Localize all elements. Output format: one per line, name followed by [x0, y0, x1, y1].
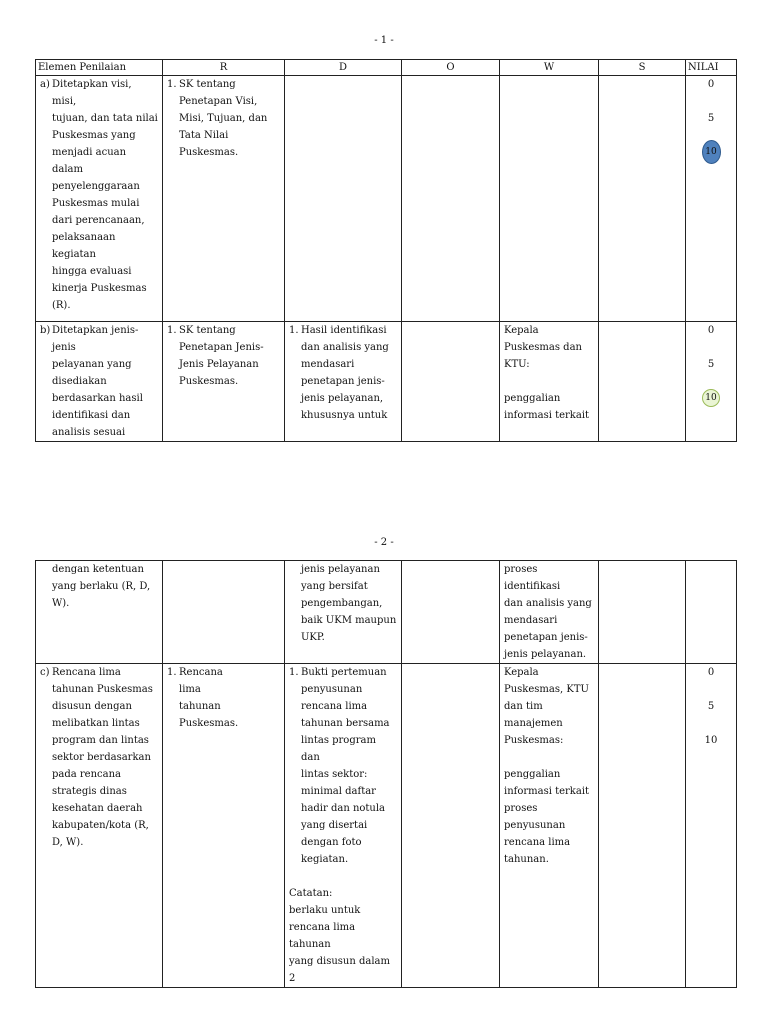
score-10-highlighted: 10: [702, 389, 720, 407]
cell-o-b: [402, 322, 500, 442]
score-0: 0: [707, 667, 715, 678]
text-line: Kepala: [504, 667, 539, 678]
header-w: W: [500, 60, 599, 76]
cell-d-a: [285, 76, 402, 322]
text-line: disusun dengan: [52, 701, 132, 712]
text-line: Bukti pertemuan: [301, 667, 387, 678]
text-line: analisis sesuai: [52, 427, 126, 438]
text-line: Puskesmas:: [504, 735, 564, 746]
score-5: 5: [707, 113, 715, 124]
text-line: Jenis Pelayanan: [179, 359, 259, 370]
cell-w-a: [500, 76, 599, 322]
text-line: Penetapan Jenis-: [179, 342, 264, 353]
cell-s-b-cont: [599, 561, 686, 664]
text-line: khususnya untuk: [301, 410, 388, 421]
text-line: Puskesmas dan: [504, 342, 582, 353]
table-row-b-continued: [36, 561, 737, 664]
text-line: (R).: [52, 300, 71, 311]
text-line: proses identifikasi: [504, 564, 561, 592]
item-marker: 1.: [167, 79, 177, 90]
text-line: KTU:: [504, 359, 530, 370]
score-10-selected: 10: [702, 140, 721, 164]
table-row-b: [36, 322, 737, 442]
cell-o-c: [402, 664, 500, 988]
text-line: jenis pelayanan.: [504, 649, 587, 660]
item-marker: c): [40, 667, 50, 678]
cell-w-b-cont: [500, 561, 599, 664]
text-line: Puskesmas mulai: [52, 198, 140, 209]
cell-elemen-b: [36, 322, 163, 442]
note-line: yang disusun dalam 2: [289, 956, 391, 984]
text-line: Hasil identifikasi: [301, 325, 387, 336]
text-line: SK tentang: [179, 325, 236, 336]
item-marker: b): [40, 325, 51, 336]
cell-o-b-cont: [402, 561, 500, 664]
score-10: 10: [704, 735, 718, 746]
text-line: lintas program dan: [301, 735, 376, 763]
text-line: yang berlaku (R, D,: [52, 581, 151, 592]
cell-nilai-b-cont: [686, 561, 737, 664]
page-number: - 2 -: [374, 537, 394, 548]
score-0: 0: [707, 79, 715, 90]
text-line: Puskesmas.: [179, 718, 239, 729]
assessment-table-page-1: [35, 59, 737, 442]
text-line: disediakan: [52, 376, 107, 387]
text-line: pada rencana: [52, 769, 122, 780]
cell-s-a: [599, 76, 686, 322]
score-5: 5: [707, 701, 715, 712]
item-marker: 1.: [289, 325, 299, 336]
text-line: lima: [179, 684, 201, 695]
text-line: kesehatan daerah: [52, 803, 143, 814]
cell-o-a: [402, 76, 500, 322]
text-line: penyelenggaraan: [52, 181, 140, 192]
text-line: program dan lintas: [52, 735, 149, 746]
text-line: dari perencanaan,: [52, 215, 145, 226]
text-line: mendasari: [504, 615, 558, 626]
text-line: penetapan jenis-: [504, 632, 588, 643]
text-line: melibatkan lintas: [52, 718, 140, 729]
note-label: Catatan:: [289, 888, 333, 899]
text-line: Puskesmas.: [179, 147, 239, 158]
text-line: lintas sektor:: [301, 769, 368, 780]
text-line: strategis dinas: [52, 786, 127, 797]
text-line: Puskesmas.: [179, 376, 239, 387]
text-line: sektor berdasarkan: [52, 752, 151, 763]
text-line: proses: [504, 803, 538, 814]
text-line: hadir dan notula: [301, 803, 386, 814]
cell-nilai-a: [686, 76, 737, 322]
item-marker: 1.: [167, 325, 177, 336]
text-line: penyusunan: [301, 684, 363, 695]
text-line: dan analisis yang: [301, 342, 389, 353]
text-line-empty: [504, 373, 594, 390]
cell-s-c: [599, 664, 686, 988]
header-d: D: [285, 60, 402, 76]
cell-r-c: [163, 664, 285, 988]
text-line: penggalian: [504, 769, 561, 780]
item-marker: 1.: [289, 667, 299, 678]
score-5: 5: [707, 359, 715, 370]
text-line: informasi terkait: [504, 786, 590, 797]
note-line: berlaku untuk: [289, 905, 361, 916]
text-line: informasi terkait: [504, 410, 590, 421]
text-line: tahunan.: [504, 854, 549, 865]
header-o: O: [402, 60, 500, 76]
item-marker: a): [40, 79, 50, 90]
table-header-row: [36, 60, 737, 76]
text-line: yang disertai: [301, 820, 368, 831]
cell-r-b-cont: [163, 561, 285, 664]
cell-s-b: [599, 322, 686, 442]
text-line: berdasarkan hasil: [52, 393, 143, 404]
header-nilai: NILAI: [686, 60, 737, 76]
text-line: Kepala: [504, 325, 539, 336]
table-row-a: [36, 76, 737, 322]
text-line: UKP.: [301, 632, 325, 643]
text-line: Puskesmas, KTU: [504, 684, 589, 695]
note-line: rencana lima tahunan: [289, 922, 356, 950]
text-line: penggalian: [504, 393, 561, 404]
text-line: kegiatan.: [301, 854, 349, 865]
cell-nilai-c: [686, 664, 737, 988]
cell-w-c: [500, 664, 599, 988]
text-line: manajemen: [504, 718, 563, 729]
text-line: Misi, Tujuan, dan: [179, 113, 268, 124]
text-line: jenis pelayanan: [301, 564, 380, 575]
text-line: dengan foto: [301, 837, 362, 848]
cell-elemen-b-cont: [36, 561, 163, 664]
text-line: minimal daftar: [301, 786, 376, 797]
text-line: jenis pelayanan,: [301, 393, 384, 404]
cell-r-b: [163, 322, 285, 442]
cell-elemen-c: [36, 664, 163, 988]
text-line: kabupaten/kota (R,: [52, 820, 149, 831]
cell-elemen-a: [36, 76, 163, 322]
text-line: tahunan: [179, 701, 221, 712]
text-line: Rencana: [179, 667, 223, 678]
cell-nilai-b: [686, 322, 737, 442]
header-s: S: [599, 60, 686, 76]
text-line: D, W).: [52, 837, 84, 848]
text-line: pelayanan yang: [52, 359, 132, 370]
spacer: [289, 868, 397, 885]
text-line: pengembangan,: [301, 598, 383, 609]
text-line-empty: [504, 749, 594, 766]
text-line: Rencana lima: [52, 667, 121, 678]
text-line: Ditetapkan jenis-jenis: [52, 325, 139, 353]
page-number: - 1 -: [374, 35, 394, 46]
cell-r-a: [163, 76, 285, 322]
header-r: R: [163, 60, 285, 76]
text-line: Tata Nilai: [179, 130, 229, 141]
cell-d-b-cont: [285, 561, 402, 664]
text-line: dengan ketentuan: [52, 564, 144, 575]
text-line: dan analisis yang: [504, 598, 592, 609]
text-line: penetapan jenis-: [301, 376, 385, 387]
cell-w-b: [500, 322, 599, 442]
text-line: baik UKM maupun: [301, 615, 397, 626]
header-elemen: Elemen Penilaian: [36, 60, 163, 76]
text-line: W).: [52, 598, 70, 609]
text-line: tahunan bersama: [301, 718, 390, 729]
text-line: SK tentang: [179, 79, 236, 90]
cell-d-c: [285, 664, 402, 988]
assessment-table-page-2: [35, 560, 737, 988]
text-line: kinerja Puskesmas: [52, 283, 147, 294]
text-line: rencana lima: [504, 837, 571, 848]
text-line: hingga evaluasi: [52, 266, 132, 277]
text-line: yang bersifat: [301, 581, 368, 592]
text-line: Penetapan Visi,: [179, 96, 258, 107]
cell-d-b: [285, 322, 402, 442]
text-line: identifikasi dan: [52, 410, 131, 421]
item-marker: 1.: [167, 667, 177, 678]
text-line: Puskesmas yang: [52, 130, 136, 141]
text-line: rencana lima: [301, 701, 368, 712]
text-line: tujuan, dan tata nilai: [52, 113, 158, 124]
text-line: dan tim: [504, 701, 543, 712]
text-line: mendasari: [301, 359, 355, 370]
text-line: penyusunan: [504, 820, 566, 831]
text-line: menjadi acuan dalam: [52, 147, 127, 175]
text-line: Ditetapkan visi, misi,: [52, 79, 132, 107]
text-line: pelaksanaan kegiatan: [52, 232, 116, 260]
table-row-c: [36, 664, 737, 988]
score-0: 0: [707, 325, 715, 336]
text-line: tahunan Puskesmas: [52, 684, 153, 695]
